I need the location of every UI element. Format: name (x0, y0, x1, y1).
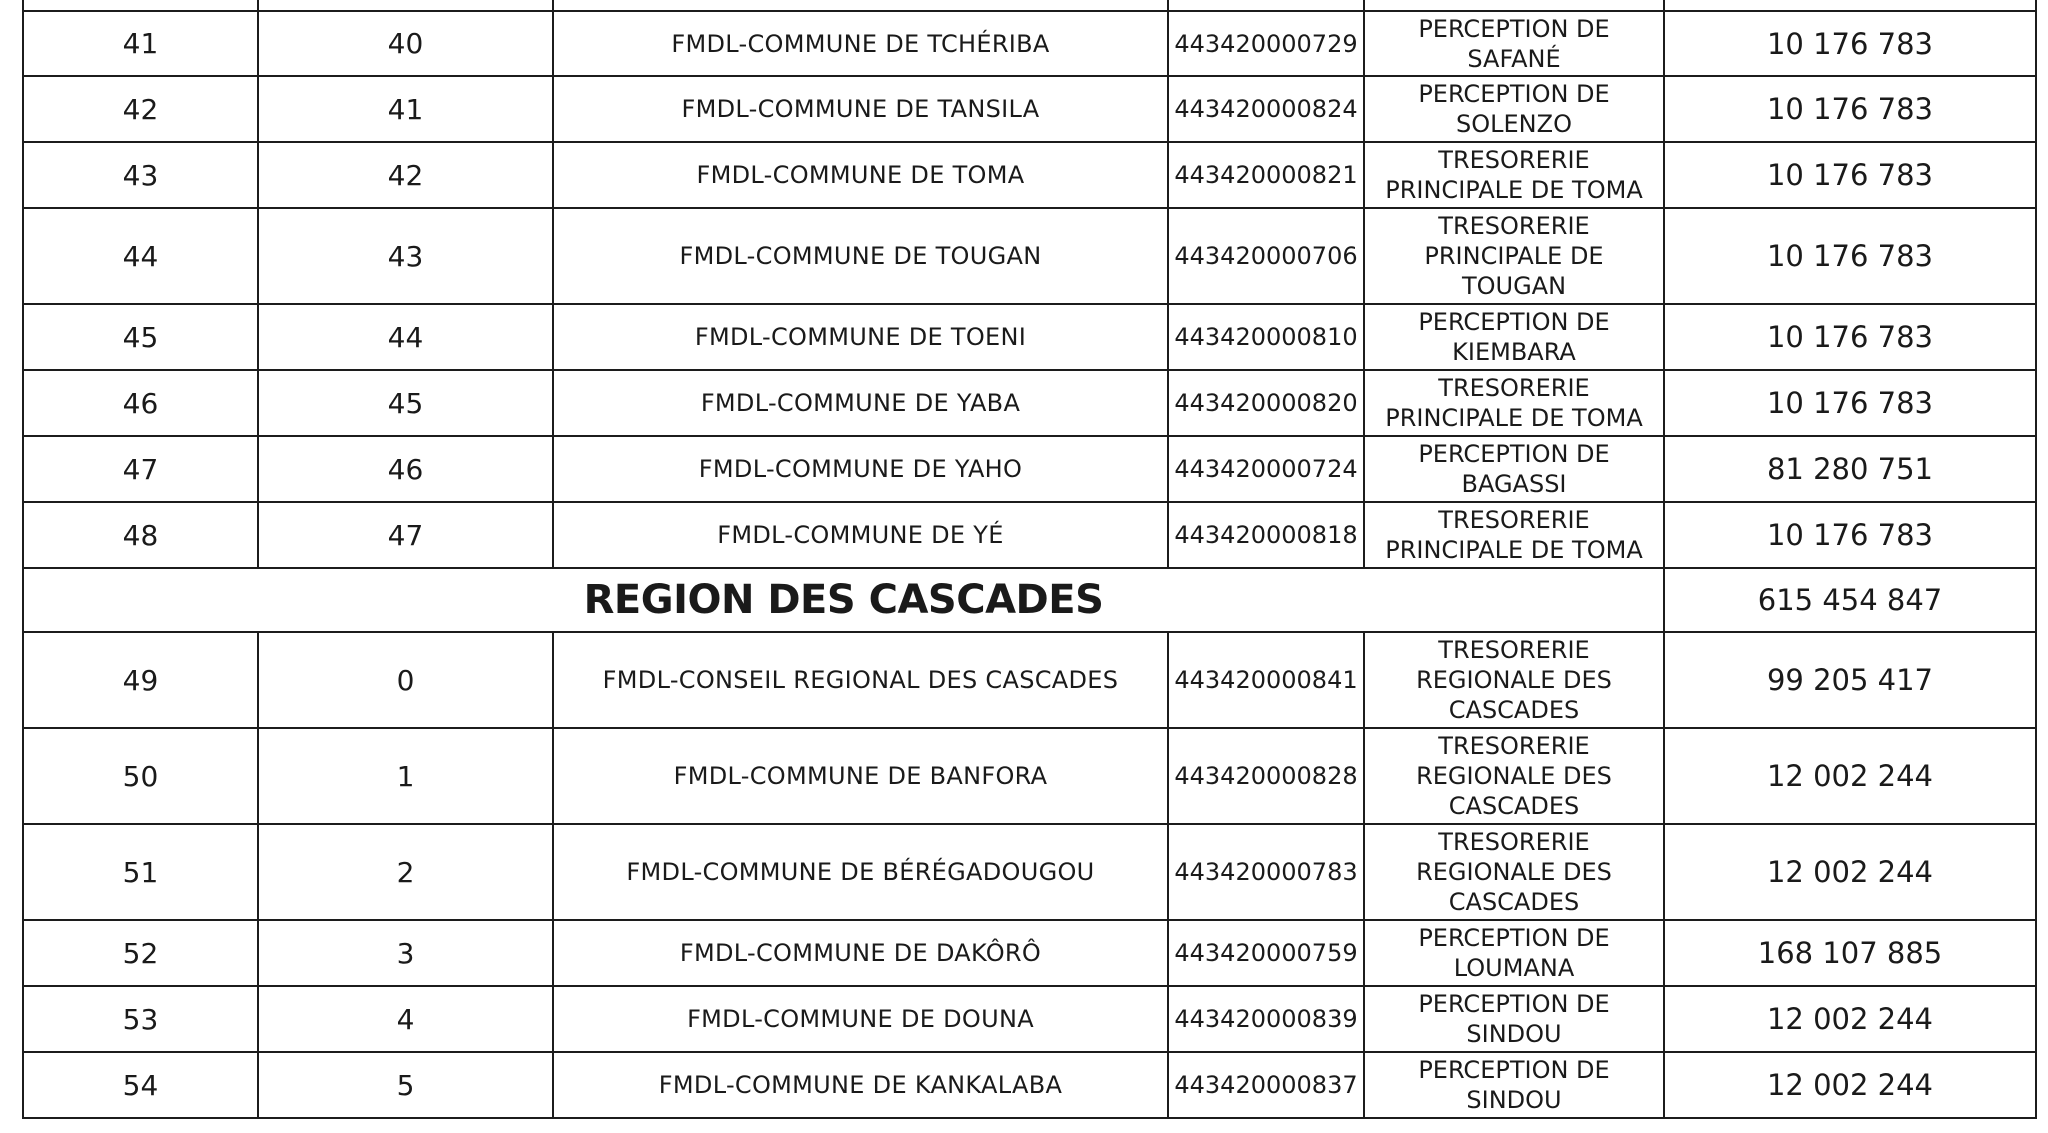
paying-office-line: LOUMANA (1453, 954, 1575, 982)
row-number: 43 (23, 142, 258, 208)
paying-office (1364, 502, 1664, 568)
row-number: 48 (23, 502, 258, 568)
paying-office-line: SINDOU (1466, 1020, 1562, 1048)
table-cell (1664, 0, 2036, 11)
paying-office-line: TRESORERIE (1438, 506, 1590, 534)
sub-number: 3 (258, 920, 553, 986)
paying-office-line: CASCADES (1448, 696, 1580, 724)
beneficiary-name: FMDL-COMMUNE DE TOUGAN (553, 208, 1168, 304)
table-row (23, 1052, 2036, 1118)
paying-office-line: PRINCIPALE DE (1424, 242, 1604, 270)
paying-office-line: REGIONALE DES (1416, 858, 1612, 886)
amount: 10 176 783 (1664, 304, 2036, 370)
paying-office (1364, 824, 1664, 920)
table-row (23, 632, 2036, 728)
table-row (23, 824, 2036, 920)
account-number: 443420000839 (1168, 986, 1364, 1052)
beneficiary-name: FMDL-COMMUNE DE TCHÉRIBA (553, 11, 1168, 76)
amount: 81 280 751 (1664, 436, 2036, 502)
paying-office-line: TRESORERIE (1438, 374, 1590, 402)
region-header-row (23, 568, 2036, 632)
allocation-table-body (23, 0, 2036, 1118)
paying-office-line: CASCADES (1448, 888, 1580, 916)
paying-office (1364, 76, 1664, 142)
paying-office (1364, 142, 1664, 208)
amount: 12 002 244 (1664, 728, 2036, 824)
paying-office (1364, 208, 1664, 304)
paying-office-line: TRESORERIE (1438, 212, 1590, 240)
paying-office-line: PERCEPTION DE (1418, 924, 1610, 952)
amount: 10 176 783 (1664, 502, 2036, 568)
sub-number: 41 (258, 76, 553, 142)
table-row (23, 304, 2036, 370)
amount: 10 176 783 (1664, 76, 2036, 142)
paying-office-line: PERCEPTION DE (1418, 1056, 1610, 1084)
sub-number: 5 (258, 1052, 553, 1118)
account-number: 443420000828 (1168, 728, 1364, 824)
row-number: 54 (23, 1052, 258, 1118)
beneficiary-name: FMDL-COMMUNE DE TOMA (553, 142, 1168, 208)
amount: 12 002 244 (1664, 986, 2036, 1052)
beneficiary-name: FMDL-COMMUNE DE DOUNA (553, 986, 1168, 1052)
top-partial-row (23, 0, 2036, 11)
table-cell (258, 0, 553, 11)
beneficiary-name: FMDL-COMMUNE DE BANFORA (553, 728, 1168, 824)
paying-office-line: CASCADES (1448, 792, 1580, 820)
paying-office-line: KIEMBARA (1452, 338, 1576, 366)
account-number: 443420000724 (1168, 436, 1364, 502)
paying-office-line: PERCEPTION DE (1418, 80, 1610, 108)
paying-office-line: PERCEPTION DE (1418, 308, 1610, 336)
beneficiary-name: FMDL-COMMUNE DE DAKÔRÔ (553, 920, 1168, 986)
paying-office (1364, 370, 1664, 436)
paying-office-line: TRESORERIE (1438, 146, 1590, 174)
paying-office-line: TOUGAN (1461, 272, 1567, 300)
table-row (23, 142, 2036, 208)
account-number: 443420000783 (1168, 824, 1364, 920)
table-row (23, 502, 2036, 568)
paying-office-line: TRESORERIE (1438, 636, 1590, 664)
sub-number: 44 (258, 304, 553, 370)
sub-number: 43 (258, 208, 553, 304)
paying-office-line: TRESORERIE (1438, 732, 1590, 760)
amount: 10 176 783 (1664, 11, 2036, 76)
account-number: 443420000706 (1168, 208, 1364, 304)
sub-number: 2 (258, 824, 553, 920)
beneficiary-name: FMDL-COMMUNE DE BÉRÉGADOUGOU (553, 824, 1168, 920)
table-row (23, 370, 2036, 436)
paying-office-line: PERCEPTION DE (1418, 990, 1610, 1018)
paying-office-line: PRINCIPALE DE TOMA (1385, 536, 1643, 564)
beneficiary-name: FMDL-COMMUNE DE KANKALABA (553, 1052, 1168, 1118)
beneficiary-name: FMDL-COMMUNE DE YABA (553, 370, 1168, 436)
amount: 10 176 783 (1664, 208, 2036, 304)
table-cell (23, 0, 258, 11)
amount: 12 002 244 (1664, 824, 2036, 920)
paying-office-line: PERCEPTION DE (1418, 14, 1610, 43)
paying-office (1364, 11, 1664, 76)
table-row (23, 11, 2036, 76)
row-number: 44 (23, 208, 258, 304)
sub-number: 40 (258, 11, 553, 76)
beneficiary-name: FMDL-COMMUNE DE YÉ (553, 502, 1168, 568)
paying-office-line: PRINCIPALE DE TOMA (1385, 404, 1643, 432)
row-number: 50 (23, 728, 258, 824)
row-number: 49 (23, 632, 258, 728)
row-number: 41 (23, 11, 258, 76)
paying-office-line: PRINCIPALE DE TOMA (1385, 176, 1643, 204)
allocation-table (22, 0, 2037, 1119)
paying-office-line: SINDOU (1466, 1086, 1562, 1114)
account-number: 443420000729 (1168, 11, 1364, 76)
account-number: 443420000837 (1168, 1052, 1364, 1118)
account-number: 443420000759 (1168, 920, 1364, 986)
paying-office-line: PERCEPTION DE (1418, 440, 1610, 468)
beneficiary-name: FMDL-COMMUNE DE TOENI (553, 304, 1168, 370)
sub-number: 46 (258, 436, 553, 502)
table-row (23, 728, 2036, 824)
sub-number: 47 (258, 502, 553, 568)
account-number: 443420000820 (1168, 370, 1364, 436)
paying-office-line: SOLENZO (1456, 110, 1572, 138)
account-number: 443420000821 (1168, 142, 1364, 208)
row-number: 42 (23, 76, 258, 142)
paying-office (1364, 986, 1664, 1052)
table-row (23, 436, 2036, 502)
paying-office-line: REGIONALE DES (1416, 666, 1612, 694)
paying-office (1364, 632, 1664, 728)
paying-office (1364, 728, 1664, 824)
sub-number: 4 (258, 986, 553, 1052)
beneficiary-name: FMDL-CONSEIL REGIONAL DES CASCADES (553, 632, 1168, 728)
paying-office-line: BAGASSI (1461, 470, 1567, 498)
amount: 99 205 417 (1664, 632, 2036, 728)
table-cell (1364, 0, 1664, 11)
beneficiary-name: FMDL-COMMUNE DE YAHO (553, 436, 1168, 502)
paying-office (1364, 920, 1664, 986)
paying-office (1364, 1052, 1664, 1118)
region-total-amount: 615 454 847 (1664, 568, 2036, 632)
row-number: 53 (23, 986, 258, 1052)
sub-number: 0 (258, 632, 553, 728)
account-number: 443420000824 (1168, 76, 1364, 142)
sub-number: 45 (258, 370, 553, 436)
table-row (23, 208, 2036, 304)
table-row (23, 920, 2036, 986)
row-number: 46 (23, 370, 258, 436)
table-row (23, 986, 2036, 1052)
amount: 10 176 783 (1664, 370, 2036, 436)
paying-office-line: SAFANÉ (1467, 44, 1561, 73)
paying-office-line: REGIONALE DES (1416, 762, 1612, 790)
region-title: REGION DES CASCADES (23, 568, 1664, 632)
row-number: 51 (23, 824, 258, 920)
row-number: 47 (23, 436, 258, 502)
table-cell (553, 0, 1168, 11)
amount: 168 107 885 (1664, 920, 2036, 986)
table-cell (1168, 0, 1364, 11)
amount: 12 002 244 (1664, 1052, 2036, 1118)
paying-office (1364, 436, 1664, 502)
account-number: 443420000841 (1168, 632, 1364, 728)
row-number: 52 (23, 920, 258, 986)
paying-office-line: TRESORERIE (1438, 828, 1590, 856)
account-number: 443420000810 (1168, 304, 1364, 370)
sub-number: 42 (258, 142, 553, 208)
paying-office (1364, 304, 1664, 370)
sub-number: 1 (258, 728, 553, 824)
amount: 10 176 783 (1664, 142, 2036, 208)
beneficiary-name: FMDL-COMMUNE DE TANSILA (553, 76, 1168, 142)
account-number: 443420000818 (1168, 502, 1364, 568)
row-number: 45 (23, 304, 258, 370)
table-row (23, 76, 2036, 142)
